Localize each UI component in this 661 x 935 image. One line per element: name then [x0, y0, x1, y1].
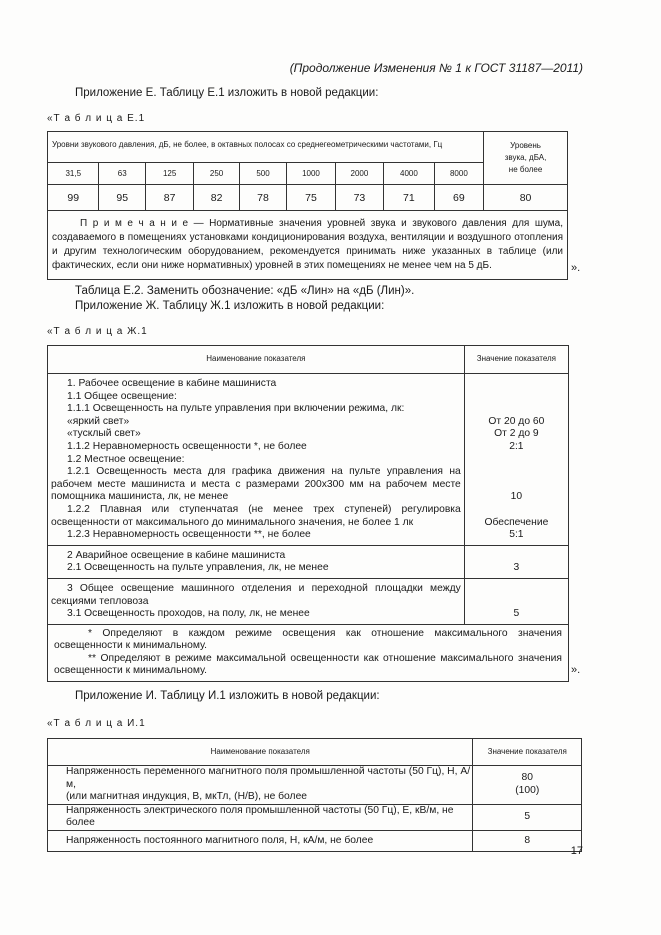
- freq-cell: 250: [194, 163, 239, 185]
- table-e1-closing: ».: [571, 262, 581, 274]
- table-i1-col2-header: Значение показателя: [473, 739, 582, 766]
- table-e1-header: Уровни звукового давления, дБ, не более, в октавных полосах со среднегеометрическими частотами, Гц: [48, 132, 484, 163]
- table-zh1-caption: «Т а б л и ц а Ж.1: [47, 326, 148, 337]
- table-e1-caption: «Т а б л и ц а Е.1: [47, 113, 146, 124]
- table-i1-col1-header: Наименование показателя: [48, 739, 473, 766]
- freq-cell: 4000: [384, 163, 434, 185]
- freq-cell: 31,5: [48, 163, 99, 185]
- note-text: — Нормативные значения уровней звука и звукового давления для шума, создаваемого в помещениях установками кондиционирования воздуха, вентиляции и воздушного отопления и другим технологическим оборудованием, рекомендуется принимать ниже указанных в таблице (или фактических, если они ниже нормативных) уровней в этих помещениях не менее чем на 5 дБ.: [52, 218, 564, 271]
- level-cell: 73: [335, 185, 383, 211]
- table-zh1-group1-values: От 20 до 60 От 2 до 9 2:1 10 Обеспечение 5:1: [464, 374, 568, 546]
- table-zh1-group3-values: 5: [464, 578, 568, 624]
- table-i1-row: Напряженность переменного магнитного поля промышленной частоты (50 Гц), Н, А/м, (или магнитная индукция, В, мкТл, (Н/В), не более: [48, 766, 473, 805]
- freq-cell: 2000: [335, 163, 383, 185]
- table-zh1-col1-header: Наименование показателя: [48, 346, 465, 374]
- table-zh1-group2: 2 Аварийное освещение в кабине машиниста 2.1 Освещенность на пульте управления, лк, не менее: [48, 545, 465, 578]
- table-e1-unit-header: Уровень звука, дБА, не более: [484, 132, 568, 185]
- level-cell: 75: [287, 185, 335, 211]
- freq-cell: 63: [99, 163, 145, 185]
- table-i1-caption: «Т а б л и ц а И.1: [47, 718, 146, 729]
- note-label: П р и м е ч а н и е: [80, 218, 189, 229]
- page-number: 17: [570, 845, 583, 857]
- freq-cell: 1000: [287, 163, 335, 185]
- page-header: (Продолжение Изменения № 1 к ГОСТ 31187—2011): [289, 61, 583, 75]
- table-e1-note: [48, 211, 568, 280]
- level-cell: 71: [384, 185, 434, 211]
- table-zh1-col2-header: Значение показателя: [464, 346, 568, 374]
- level-cell: 82: [194, 185, 239, 211]
- table-i1-row: Напряженность электрического поля промышленной частоты (50 Гц), Е, кВ/м, не более: [48, 804, 473, 830]
- table-i1-value: 8: [473, 830, 582, 851]
- section-i-intro: Приложение И. Таблицу И.1 изложить в новой редакции:: [75, 690, 380, 702]
- table-zh1: [47, 345, 569, 682]
- table-i1-value: 80 (100): [473, 766, 582, 805]
- table-i1-value: 5: [473, 804, 582, 830]
- section-zh-intro: Приложение Ж. Таблицу Ж.1 изложить в новой редакции:: [75, 300, 385, 312]
- level-cell: 69: [434, 185, 483, 211]
- freq-cell: 125: [145, 163, 193, 185]
- table-e1: [47, 131, 568, 280]
- table-zh1-group3: 3 Общее освещение машинного отделения и переходной площадки между секциями тепловоза 3.1 Освещенность проходов, на полу, лк, не менее: [48, 578, 465, 624]
- table-zh1-group2-values: 3: [464, 545, 568, 578]
- unit-level-cell: 80: [484, 185, 568, 211]
- section-e2-line: Таблица Е.2. Заменить обозначение: «дБ «Лин» на «дБ (Лин)».: [75, 285, 415, 297]
- level-cell: 87: [145, 185, 193, 211]
- freq-cell: 8000: [434, 163, 483, 185]
- level-cell: 99: [48, 185, 99, 211]
- level-cell: 95: [99, 185, 145, 211]
- table-zh1-closing: ».: [571, 664, 581, 676]
- table-i1: [47, 738, 582, 852]
- level-cell: 78: [239, 185, 286, 211]
- section-e-intro: Приложение Е. Таблицу Е.1 изложить в новой редакции:: [75, 87, 379, 99]
- table-zh1-notes: * Определяют в каждом режиме освещения как отношение максимального значения освещенности к минимальному. ** Определяют в режиме максимальной освещенности как отношение максимального значения освещенности к минимальному.: [48, 624, 569, 681]
- freq-cell: 500: [239, 163, 286, 185]
- table-i1-row: Напряженность постоянного магнитного поля, Н, кА/м, не более: [48, 830, 473, 851]
- table-zh1-group1: 1. Рабочее освещение в кабине машиниста 1.1 Общее освещение: 1.1.1 Освещенность на пульте управления при включении режима, лк: «яркий свет» «тусклый свет» 1.1.2 Неравномерность освещенности *, не более 1.2 Местное освещение: 1.2.1 Освещенность места для графика движения на пульте управления на рабочем месте машиниста и места с размерами 200х300 мм на рабочем месте помощника машиниста, лк, не менее 1.2.2 Плавная или ступенчатая (не менее трех ступеней) регулировка освещенности от максимального до минимального значения, не более 1 лк 1.2.3 Неравномерность освещенности **, не более: [48, 374, 465, 546]
